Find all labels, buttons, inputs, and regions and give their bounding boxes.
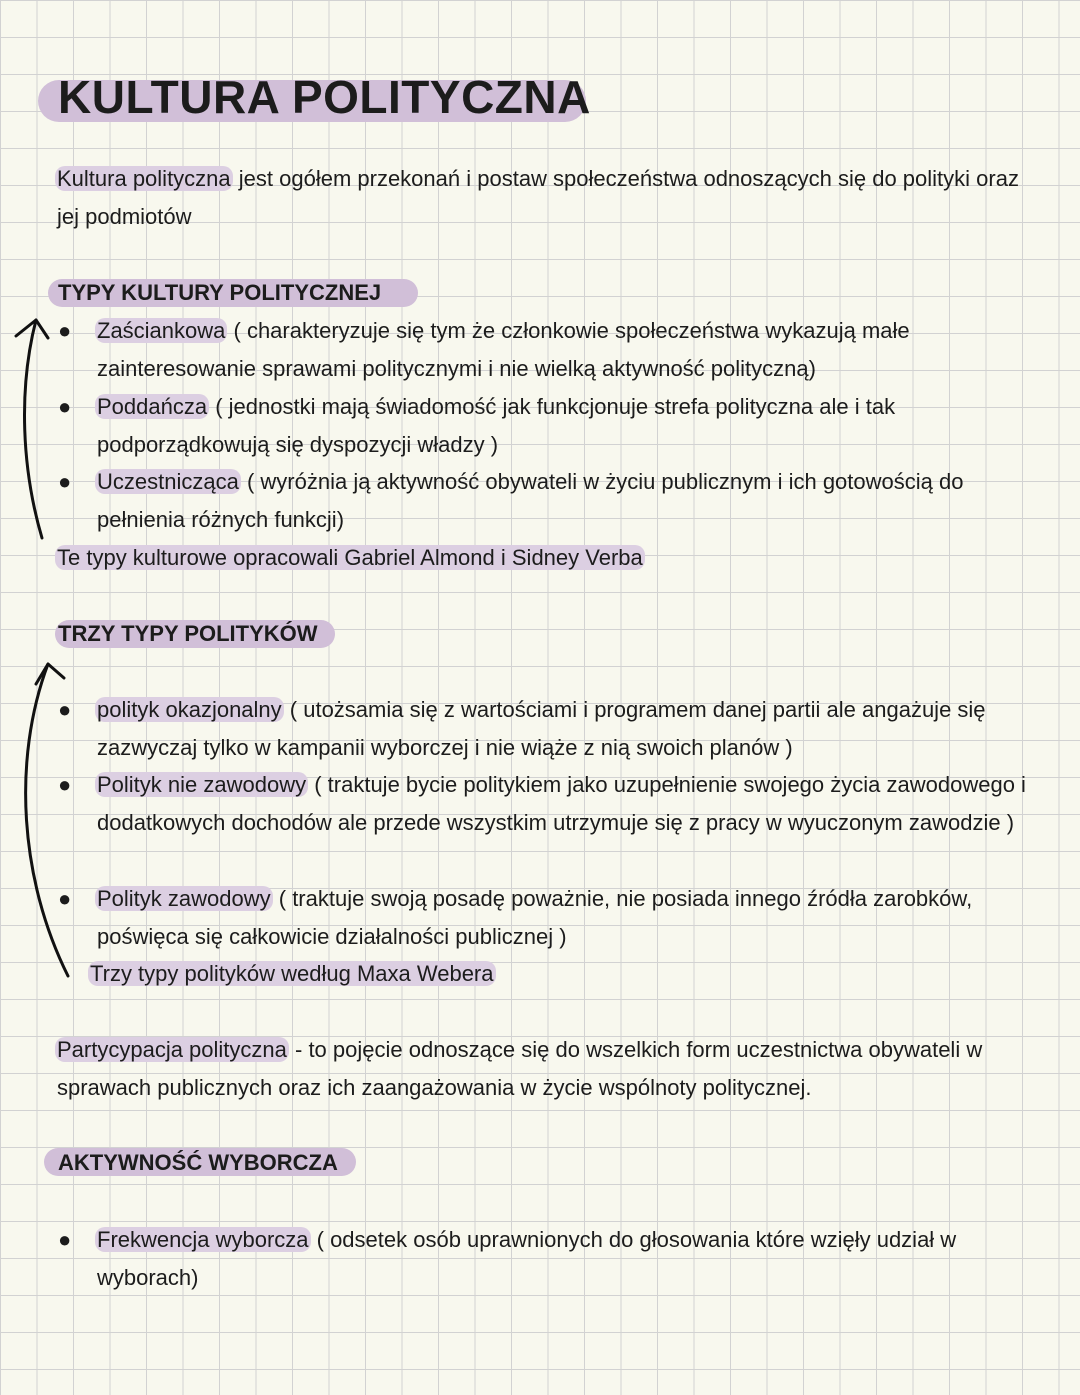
bullet-icon: ●: [58, 1227, 72, 1252]
section2-note: Trzy typy polityków według Maxa Webera: [90, 961, 494, 986]
bullet-icon: ●: [58, 772, 72, 797]
item-term: Zaściankowa: [97, 318, 226, 343]
item-text: ( utożsamia się z wartościami i programem danej partii ale angażuje się zazwyczaj tylko w kampanii wyborczej i nie wiąże z nią swoich planów ): [97, 697, 986, 760]
intro-text: jest ogółem przekonań i postaw społeczeństwa odnoszących się do polityki oraz jej podmiotów: [57, 166, 1019, 229]
item-text: ( odsetek osób uprawnionych do głosowania które wzięły udział w wyborach): [97, 1227, 957, 1290]
intro-term: Kultura polityczna: [57, 166, 231, 191]
bullet-icon: ●: [58, 394, 72, 419]
bullet-icon: ●: [58, 886, 72, 911]
bullet-icon: ●: [58, 469, 72, 494]
item-term: Frekwencja wyborcza: [97, 1227, 309, 1252]
item-term: Uczestnicząca: [97, 469, 239, 494]
participation-paragraph: [57, 1031, 1037, 1107]
item-term: polityk okazjonalny: [97, 697, 282, 722]
item-term: Polityk zawodowy: [97, 886, 271, 911]
page-title: KULTURA POLITYCZNA: [58, 71, 591, 123]
item-term: Poddańcza: [97, 394, 208, 419]
section1-note: Te typy kulturowe opracowali Gabriel Almond i Sidney Verba: [57, 545, 643, 570]
section3-heading: AKTYWNOŚĆ WYBORCZA: [58, 1150, 338, 1175]
item-text: ( traktuje swoją posadę poważnie, nie posiada innego źródła zarobków, poświęca się całkowicie działalności publicznej ): [97, 886, 973, 949]
participation-term: Partycypacja polityczna: [57, 1037, 287, 1062]
item-text: ( wyróżnia ją aktywność obywateli w życiu publicznym i ich gotowością do pełnienia różnych funkcji): [97, 469, 964, 532]
item-term: Polityk nie zawodowy: [97, 772, 307, 797]
section2-heading: TRZY TYPY POLITYKÓW: [58, 621, 318, 646]
list-item: [58, 1221, 1048, 1297]
item-text: ( traktuje bycie politykiem jako uzupełnienie swojego życia zawodowego i dodatkowych dochodów ale przede wszystkim utrzymuje się z pracy w wyuczonym zawodzie ): [97, 772, 1026, 835]
section1-heading: TYPY KULTURY POLITYCZNEJ: [58, 280, 382, 305]
bullet-icon: ●: [58, 318, 72, 343]
bullet-icon: ●: [58, 697, 72, 722]
item-text: ( charakteryzuje się tym że członkowie społeczeństwa wykazują małe zainteresowanie sprawami politycznymi i nie wielką aktywność polityczną): [97, 318, 910, 381]
participation-text: - to pojęcie odnoszące się do wszelkich form uczestnictwa obywateli w sprawach publicznych oraz ich zaangażowania w życie wspólnoty politycznej.: [57, 1037, 983, 1100]
item-text: ( jednostki mają świadomość jak funkcjonuje strefa polityczna ale i tak podporządkowują się dyspozycji władzy ): [97, 394, 896, 457]
